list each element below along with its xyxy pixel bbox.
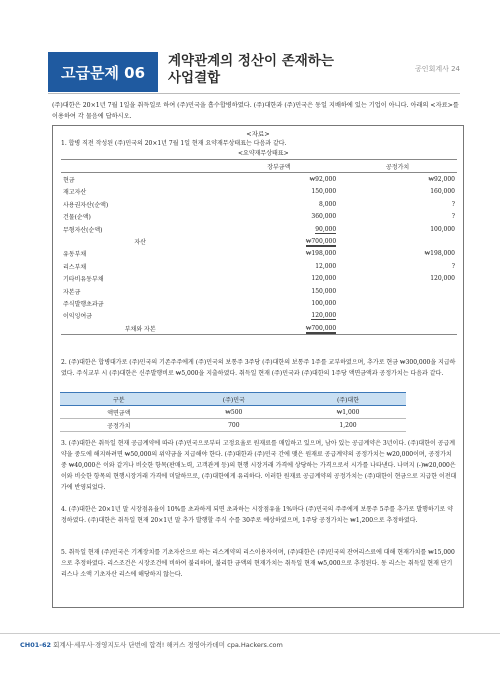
data-box-title: <자료> <box>246 130 270 138</box>
col-book-value: 장부금액 <box>219 160 338 173</box>
fair-value: ? <box>451 262 455 270</box>
page-footer <box>20 640 283 649</box>
item-2: 2. (주)대한은 합병대가로 (주)민국의 기존주주에게 (주)민국의 보통주 3주당 (주)대한의 보통주 1주를 교부하였으며, 추가로 현금 ₩300,000을 지급하였다. 주식교부 시 (주)대한은 신주발행비로 ₩5,000을 지출하였다. 취득일 현재 (주)민국과 (주)대한의 1주당 액면금액과 공정가치는 다음과 같다. <box>61 359 456 377</box>
book-value: ₩700,000 <box>305 238 337 246</box>
col-fair-value: 공정가치 <box>338 160 457 173</box>
row-label: 무형자산(순액) <box>63 226 103 234</box>
table-row <box>60 406 406 419</box>
table-row <box>61 310 457 322</box>
table-row <box>61 297 457 309</box>
fair-value <box>338 285 457 297</box>
data-box <box>52 125 464 608</box>
col-minguk: (주)민국 <box>178 393 290 406</box>
row-label: 공정가치 <box>60 419 178 432</box>
daehan-value: ₩1,000 <box>290 406 406 419</box>
table-row <box>61 198 457 210</box>
problem-title-line2: 사업결합 <box>168 70 221 86</box>
minguk-value: ₩500 <box>178 406 290 419</box>
balance-sheet-header <box>61 160 457 173</box>
book-value: ₩198,000 <box>305 250 337 258</box>
fair-value: 120,000 <box>430 275 455 283</box>
book-value: 360,000 <box>311 213 337 221</box>
fair-value <box>338 297 457 309</box>
book-value: 150,000 <box>311 287 337 295</box>
row-label: 기타비유동부채 <box>63 276 104 284</box>
row-label: 건물(순액) <box>63 214 91 222</box>
source-tag: 공인회계사 24 <box>415 65 460 73</box>
book-value-cell <box>219 235 338 247</box>
table-row <box>61 173 457 186</box>
item-1: 1. 합병 직전 작성된 (주)민국의 20×1년 7월 1일 현재 요약재무상태표는 다음과 같다. <box>61 140 287 147</box>
row-label: 현금 <box>63 177 75 185</box>
item-4: 4. (주)대한은 20×1년 말 시장점유율이 10%를 초과하게 되면 초과하는 시장점유율 1%마다 (주)민국의 주주에게 보통주 5주를 추가로 발행하기로 약정하였다. (주)대한은 취득일 현재 20×1년 말 추가 발행할 주식 수를 30주로 예상하였으며, 1주당 공정가치는 ₩1,200으로 추정하였다. <box>61 506 454 524</box>
row-label: 재고자산 <box>63 189 87 197</box>
book-value: 150,000 <box>311 188 337 196</box>
fair-value <box>338 322 457 335</box>
table-row <box>60 419 406 432</box>
fair-value: ? <box>451 213 455 221</box>
share-table-header <box>60 393 406 406</box>
problem-title-line1: 계약관계의 정산이 존재하는 <box>168 53 334 69</box>
book-value: 12,000 <box>315 262 337 270</box>
col-category: 구분 <box>60 393 178 406</box>
fair-value <box>338 310 457 322</box>
page-number: CH01-62 <box>20 641 51 649</box>
book-value: 120,000 <box>311 275 337 283</box>
item-5: 5. 취득일 현재 (주)민국은 기계장치를 기초자산으로 하는 리스계약의 리스이용자이며, (주)대한은 (주)민국의 잔여리스료에 대해 현재가치를 ₩15,000으로 추정하였다. 리스조건은 시장조건에 비하여 불리하며, 불리한 금액의 현재가치는 취득일 현재 ₩5,000으로 추정된다. 동 리스는 취득일 현재 단기리스나 소액 기초자산 리스에 해당하지 않는다. <box>61 549 455 578</box>
table-row <box>61 186 457 198</box>
row-label: 사용권자산(순액) <box>63 201 109 209</box>
fair-value <box>338 235 457 247</box>
table-row <box>61 285 457 297</box>
col-daehan: (주)대한 <box>290 393 406 406</box>
book-value: 8,000 <box>319 200 337 208</box>
book-value: 90,000 <box>315 225 337 233</box>
fair-value: ₩198,000 <box>424 250 455 258</box>
footer-text: 회계사·세무사·경영지도사 단번에 합격! 해커스 경영아카데미 cpa.Hackers.com <box>53 641 283 649</box>
row-label: 액면금액 <box>60 406 178 419</box>
fair-value: ₩92,000 <box>428 176 455 184</box>
table-row <box>61 235 457 247</box>
header-divider <box>48 93 460 94</box>
book-value: 120,000 <box>311 312 337 320</box>
table-row <box>61 322 457 335</box>
problem-title <box>168 53 334 87</box>
book-value: ₩92,000 <box>309 176 337 184</box>
fair-value: ? <box>451 200 455 208</box>
book-value-cell <box>219 310 338 322</box>
problem-badge: 고급문제 06 <box>48 52 158 92</box>
daehan-value: 1,200 <box>290 419 406 432</box>
balance-sheet-table <box>61 159 457 335</box>
table-row <box>61 211 457 223</box>
book-value-cell <box>219 223 338 235</box>
row-label: 자본금 <box>63 288 81 296</box>
fair-value: 100,000 <box>430 225 455 233</box>
share-price-table <box>60 392 406 432</box>
row-label: 리스부채 <box>63 263 87 271</box>
footer-divider <box>0 633 500 634</box>
row-label: 자산 <box>134 239 146 247</box>
row-label: 부채와 자본 <box>61 322 219 335</box>
table-row <box>61 260 457 272</box>
row-label: 주식발행초과금 <box>63 300 104 308</box>
row-label: 유동부채 <box>63 251 87 259</box>
item-3: 3. (주)대한은 취득일 현재 공급계약에 따라 (주)민국으로부터 고정요율로 원재료를 매입하고 있으며, 남아 있는 공급계약은 3년이다. (주)대한이 공급계약을 중도에 해지하려면 ₩50,000의 위약금을 지급해야 한다. (주)대한과 (주)민국 간에 맺은 원재료 공급계약의 공정가치는 ₩20,000이며, 공정가치 중 ₩40,000은 이와 같거나 비슷한 항목(판매노력, 고객관계 등)의 현행 시장거래 가격에 상당하는 가격으로서 시가를 나타낸다. 나머지 (-)₩20,000은 이와 비슷한 항목의 현행시장거래 가격에 미달하므로, (주)대한에게 유리하다. 이러한 원재료 공급계약의 공정가치는 (주)대한이 현금으로 지급한 이전대가에 반영되었다. <box>61 440 457 491</box>
table-row <box>61 273 457 285</box>
book-value: 100,000 <box>311 299 337 307</box>
minguk-value: 700 <box>178 419 290 432</box>
fair-value: 160,000 <box>430 188 455 196</box>
book-value-cell <box>219 322 338 335</box>
row-label: 이익잉여금 <box>63 313 92 321</box>
balance-sheet-title: <요약재무상태표> <box>238 150 289 157</box>
table-row <box>61 248 457 260</box>
problem-intro: (주)대한은 20×1년 7월 1일을 취득일로 하여 (주)민국을 흡수합병하였다. (주)대한과 (주)민국은 동일 지배하에 있는 기업이 아니다. 아래의 <자료>를 이용하여 각 물음에 답하시오. <box>52 102 459 120</box>
table-row <box>61 223 457 235</box>
book-value: ₩700,000 <box>305 324 337 332</box>
problem-header <box>48 52 460 92</box>
